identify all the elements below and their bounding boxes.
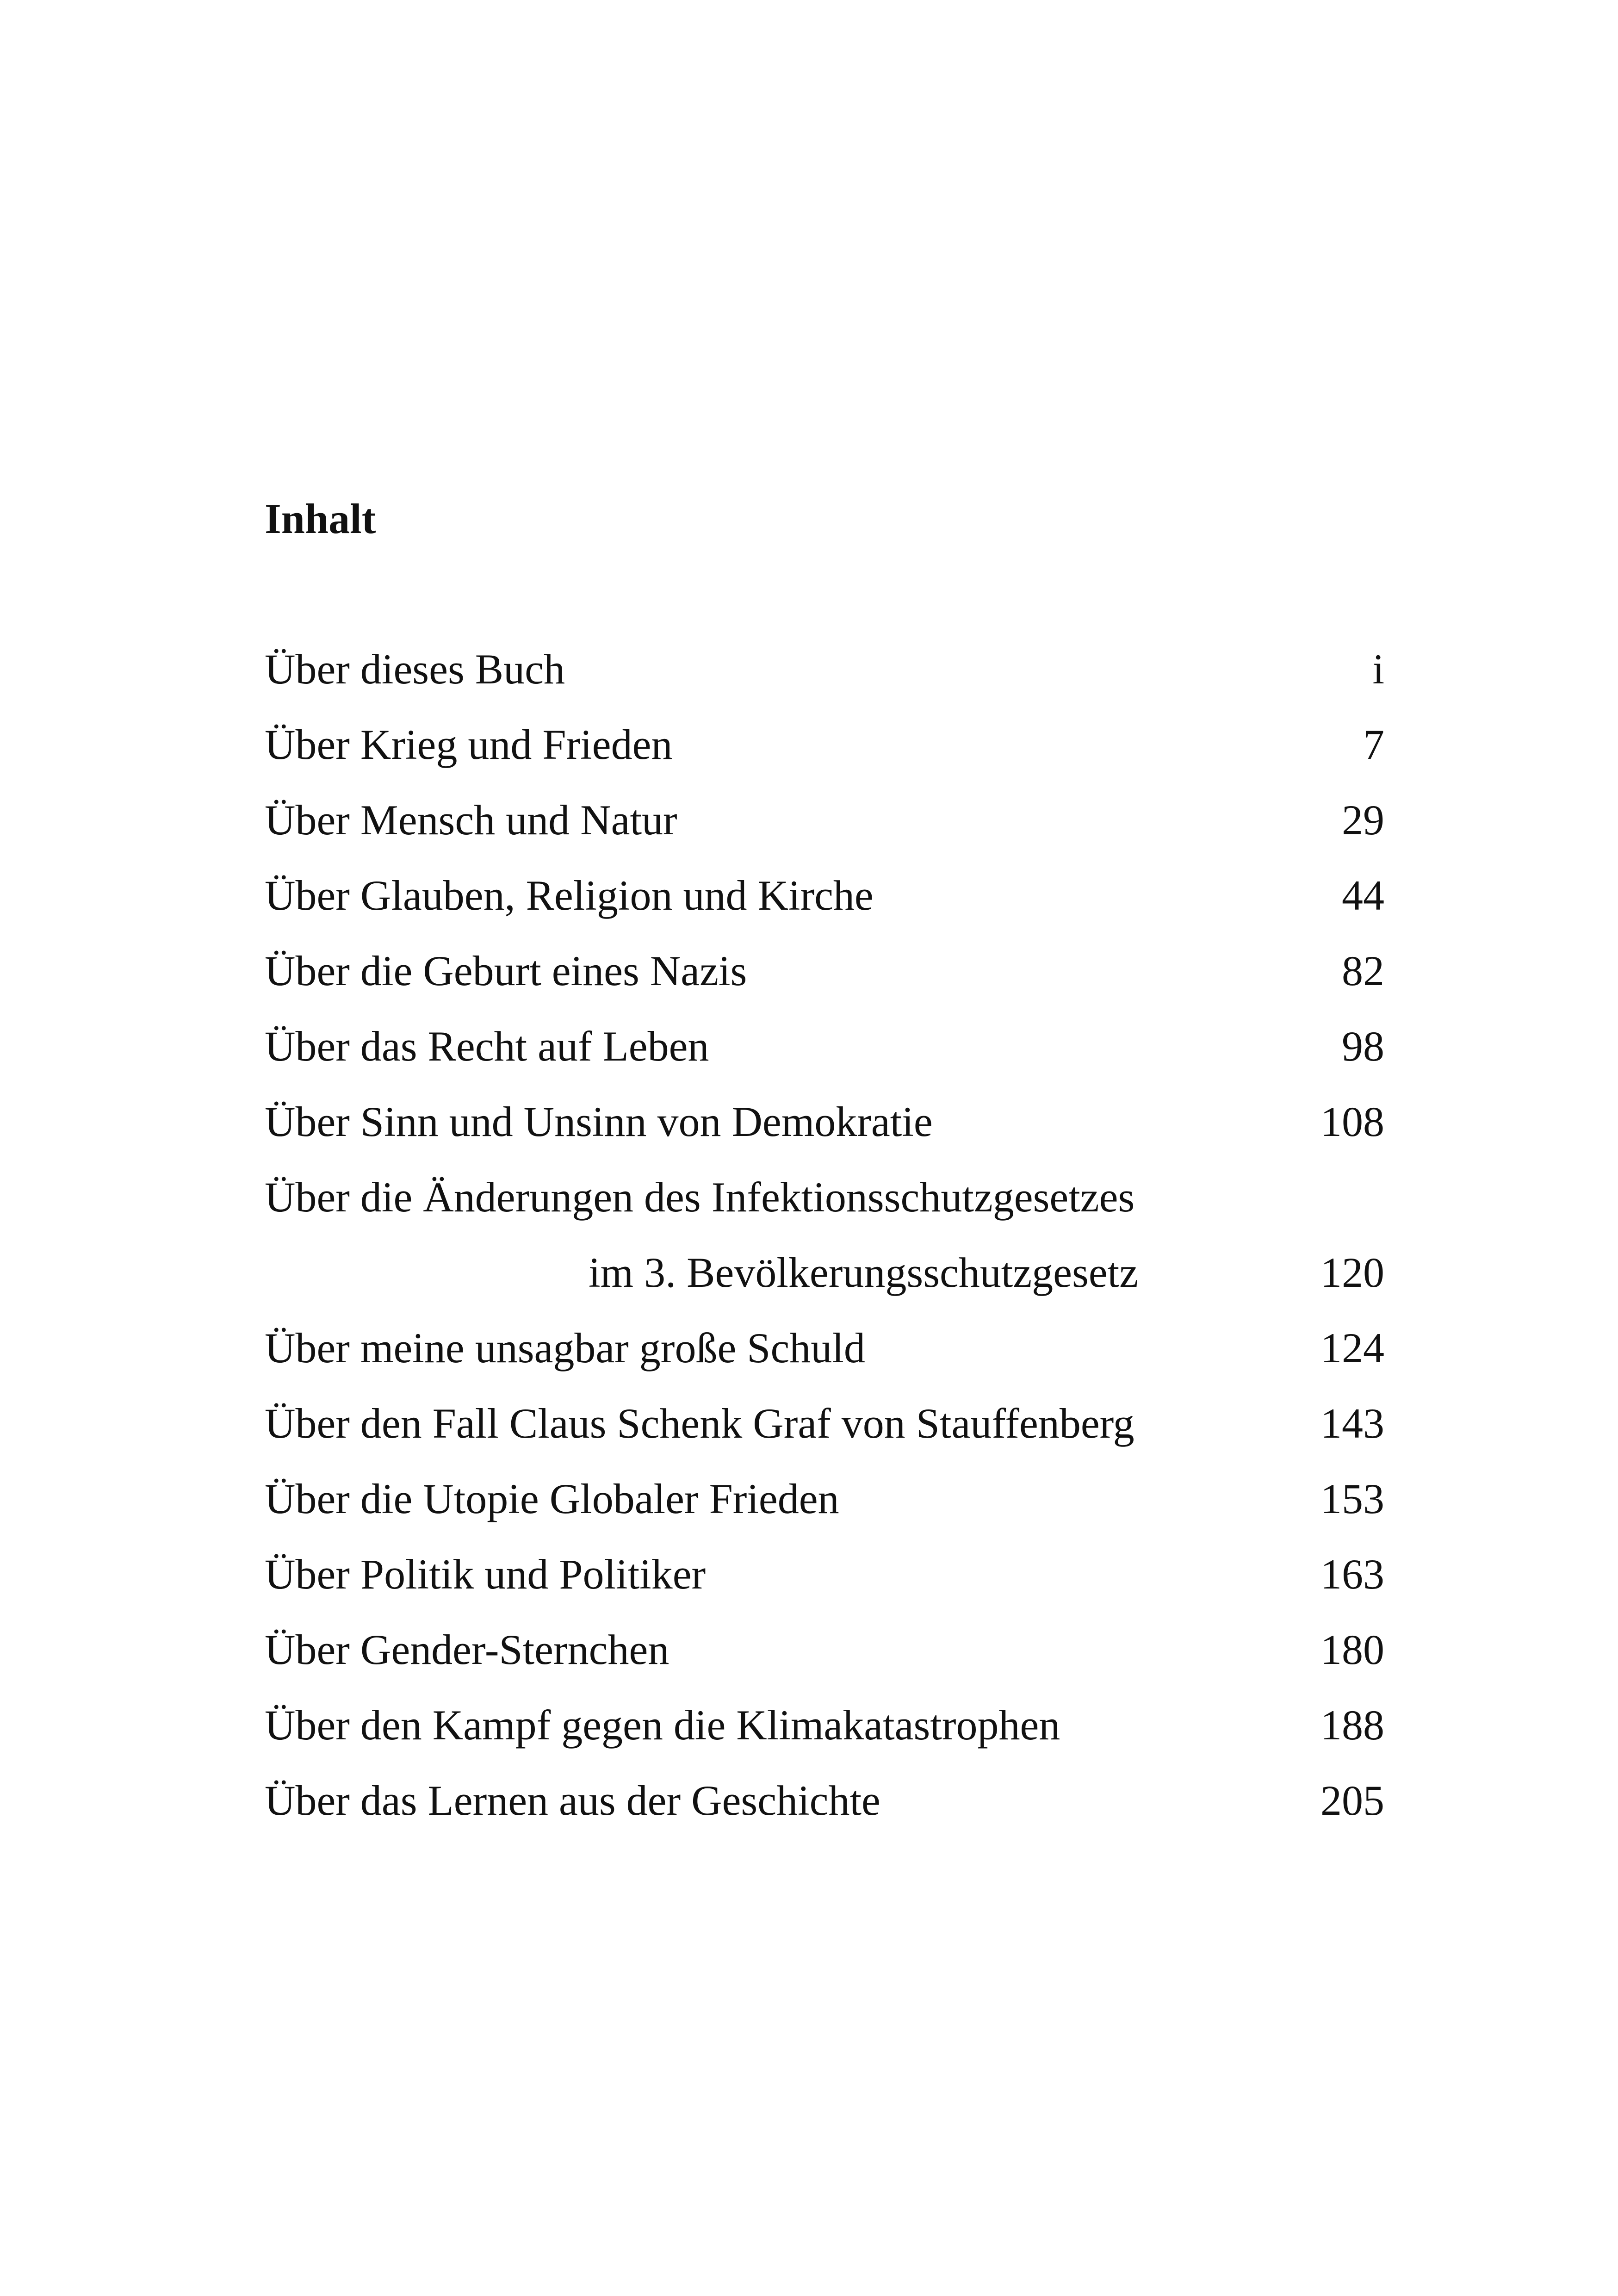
toc-entry xyxy=(265,1173,1403,1251)
toc-entry-page: 188 xyxy=(1320,1701,1384,1749)
toc-entry-label: Über den Fall Claus Schenk Graf von Stauffenberg xyxy=(265,1400,1134,1447)
toc-entry-page: 98 xyxy=(1342,1023,1384,1070)
toc-entry xyxy=(265,1402,1403,1477)
toc-entry-page: 29 xyxy=(1342,796,1384,844)
toc-entry-continuation xyxy=(265,1251,1403,1327)
toc-title: Inhalt xyxy=(265,495,376,542)
toc-entry xyxy=(265,1553,1403,1628)
toc-entry-page: 44 xyxy=(1342,872,1384,919)
toc-entry-label: Über den Kampf gegen die Klimakatastrophen xyxy=(265,1701,1060,1749)
toc-list xyxy=(265,645,1403,1855)
toc-entry-label: Über Glauben, Religion und Kirche xyxy=(265,872,874,919)
toc-entry-label: Über Krieg und Frieden xyxy=(265,721,673,768)
toc-entry-label: Über Gender-Sternchen xyxy=(265,1626,670,1673)
toc-entry-page: 124 xyxy=(1320,1324,1384,1371)
toc-entry-page: i xyxy=(1372,645,1384,693)
toc-entry-label: Über die Geburt eines Nazis xyxy=(265,947,747,994)
toc-entry xyxy=(265,1477,1403,1553)
toc-entry xyxy=(265,1100,1403,1176)
toc-entry-page: 7 xyxy=(1363,721,1384,768)
toc-entry xyxy=(265,1779,1403,1855)
toc-entry-label: Über Sinn und Unsinn von Demokratie xyxy=(265,1098,933,1145)
toc-entry-label: Über das Lernen aus der Geschichte xyxy=(265,1777,880,1824)
toc-entry xyxy=(265,1628,1403,1704)
toc-entry xyxy=(265,1701,1403,1779)
toc-entry-page: 143 xyxy=(1320,1400,1384,1447)
toc-entry xyxy=(265,949,1403,1025)
toc-entry-label: Über Mensch und Natur xyxy=(265,796,677,844)
toc-entry xyxy=(265,796,1403,874)
toc-entry-label: Über Politik und Politiker xyxy=(265,1551,706,1598)
toc-entry xyxy=(265,723,1403,799)
toc-entry-label: Über die Utopie Globaler Frieden xyxy=(265,1475,839,1522)
toc-entry xyxy=(265,874,1403,949)
toc-entry-page: 120 xyxy=(1320,1249,1384,1296)
toc-entry xyxy=(265,1324,1403,1402)
toc-entry-page: 108 xyxy=(1320,1098,1384,1145)
toc-entry-page: 153 xyxy=(1320,1475,1384,1522)
toc-entry-page: 82 xyxy=(1342,947,1384,994)
toc-entry-page: 163 xyxy=(1320,1551,1384,1598)
toc-entry-page: 205 xyxy=(1320,1777,1384,1824)
toc-entry-label: im 3. Bevölkerungsschutzgesetz xyxy=(589,1249,1139,1296)
toc-entry xyxy=(265,645,1403,723)
toc-entry-page: 180 xyxy=(1320,1626,1384,1673)
toc-entry-label: Über dieses Buch xyxy=(265,645,565,693)
toc-entry-label: Über das Recht auf Leben xyxy=(265,1023,709,1070)
toc-entry-label: Über die Änderungen des Infektionsschutzgesetzes xyxy=(265,1173,1135,1221)
toc-entry xyxy=(265,1025,1403,1100)
toc-entry-label: Über meine unsagbar große Schuld xyxy=(265,1324,865,1371)
